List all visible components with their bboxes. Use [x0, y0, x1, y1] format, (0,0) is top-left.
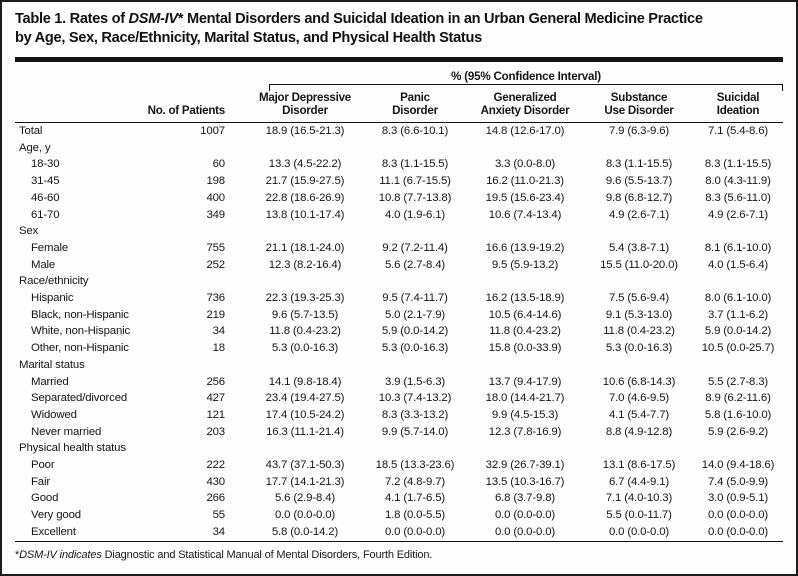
cell-suicidal-ideation: 0.0 (0.0-0.0) — [693, 524, 783, 541]
row-label: Marital status — [19, 358, 85, 371]
cell-generalized-anxiety: 15.8 (0.0-33.9) — [488, 342, 562, 355]
header-line: Panic — [400, 91, 430, 104]
cell-substance-use — [585, 223, 693, 240]
cell-generalized-anxiety — [465, 273, 585, 290]
cell-suicidal-ideation: 8.1 (6.1-10.0) — [704, 241, 772, 254]
cell-generalized-anxiety: 10.6 (7.4-13.4) — [488, 208, 562, 221]
cell-suicidal-ideation: 10.5 (0.0-25.7) — [701, 342, 775, 355]
header-line: Generalized — [493, 91, 557, 104]
cell-panic: 10.8 (7.7-13.8) — [378, 191, 452, 204]
cell-suicidal-ideation: 5.9 (0.0-14.2) — [704, 325, 772, 338]
footnote-text: Diagnostic and Statistical Manual of Mental Disorders, Fourth Edition. — [101, 548, 433, 561]
cell-panic: 4.1 (1.7-6.5) — [384, 492, 446, 505]
table-row — [15, 407, 783, 424]
table-row — [15, 474, 783, 491]
table-row — [15, 173, 783, 190]
cell-no-of-patients — [145, 140, 245, 157]
cell-generalized-anxiety: 9.5 (5.9-13.2) — [491, 258, 559, 271]
header-line: Disorder — [282, 104, 328, 117]
cell-substance-use — [585, 140, 693, 157]
cell-suicidal-ideation: 7.4 (5.0-9.9) — [707, 475, 769, 488]
table-row — [15, 424, 783, 441]
header-line: Disorder — [392, 104, 438, 117]
cell-major-depressive — [245, 357, 365, 374]
table-row — [15, 323, 783, 340]
table-row — [15, 223, 783, 240]
cell-no-of-patients: 349 — [206, 208, 225, 221]
cell-panic: 9.2 (7.2-11.4) — [382, 241, 448, 254]
cell-substance-use: 10.6 (6.8-14.3) — [602, 375, 676, 388]
cell-major-depressive: 13.8 (10.1-17.4) — [265, 208, 345, 221]
row-label: 18-30 — [31, 158, 60, 171]
table-row — [15, 507, 783, 524]
cell-panic — [365, 140, 465, 157]
cell-major-depressive: 16.3 (11.1-21.4) — [266, 425, 344, 438]
cell-generalized-anxiety: 3.3 (0.0-8.0) — [494, 158, 556, 171]
cell-substance-use: 5.5 (0.0-11.7) — [606, 509, 672, 522]
row-label: Age, y — [19, 141, 51, 154]
cell-no-of-patients — [145, 440, 245, 457]
cell-panic: 4.0 (1.9-6.1) — [384, 208, 446, 221]
cell-suicidal-ideation: 8.3 (1.1-15.5) — [704, 158, 772, 171]
cell-no-of-patients — [145, 273, 245, 290]
table-row — [15, 240, 783, 257]
cell-substance-use: 7.1 (4.0-10.3) — [605, 492, 673, 505]
cell-panic: 11.1 (6.7-15.5) — [379, 175, 451, 188]
cell-no-of-patients: 755 — [206, 241, 225, 254]
cell-panic: 18.5 (13.3-23.6) — [375, 459, 455, 472]
title-line-2: by Age, Sex, Race/Ethnicity, Marital Status, and Physical Health Status — [15, 30, 482, 46]
cell-panic — [365, 223, 465, 240]
cell-panic: 5.0 (2.1-7.9) — [384, 308, 446, 321]
cell-generalized-anxiety: 19.5 (15.6-23.4) — [485, 191, 565, 204]
header-line: Suicidal — [716, 91, 760, 104]
spanner-row — [15, 62, 783, 83]
cell-panic: 8.3 (3.3-13.2) — [381, 408, 449, 421]
cell-substance-use: 0.0 (0.0-0.0) — [585, 524, 693, 541]
cell-substance-use: 4.1 (5.4-7.7) — [608, 408, 670, 421]
footnote-dsm-iv-indicates: DSM-IV indicates — [19, 548, 102, 561]
row-label: Married — [31, 375, 69, 388]
cell-generalized-anxiety: 11.8 (0.4-23.2) — [489, 325, 561, 338]
table-row — [15, 340, 783, 357]
cell-panic: 8.3 (6.6-10.1) — [381, 125, 449, 137]
row-label: Sex — [19, 225, 39, 238]
cell-generalized-anxiety: 18.0 (14.4-21.7) — [485, 392, 565, 405]
row-label: Black, non-Hispanic — [31, 308, 129, 321]
ci-spanner-label: % (95% Confidence Interval) — [451, 70, 601, 83]
cell-suicidal-ideation: 5.5 (2.7-8.3) — [707, 375, 769, 388]
row-label: Very good — [31, 509, 81, 522]
header-no-of-patients: No. of Patients — [145, 91, 245, 123]
row-label: Never married — [31, 425, 102, 438]
table-row — [15, 140, 783, 157]
row-label: Total — [19, 125, 43, 137]
row-label: White, non-Hispanic — [31, 325, 131, 338]
table-row — [15, 273, 783, 290]
cell-no-of-patients: 400 — [206, 191, 225, 204]
row-label: Other, non-Hispanic — [31, 342, 129, 355]
cell-major-depressive: 21.1 (18.1-24.0) — [265, 241, 345, 254]
cell-substance-use — [585, 357, 693, 374]
table-body — [15, 123, 783, 542]
cell-substance-use: 9.8 (6.8-12.7) — [605, 191, 673, 204]
cell-generalized-anxiety: 12.3 (7.8-16.9) — [488, 425, 562, 438]
cell-suicidal-ideation: 3.7 (1.1-6.2) — [707, 308, 769, 321]
cell-panic: 1.8 (0.0-5.5) — [384, 509, 446, 522]
table-row — [15, 290, 783, 307]
row-label: Excellent — [15, 524, 145, 541]
cell-major-depressive — [245, 273, 365, 290]
cell-panic: 9.9 (5.7-14.0) — [381, 425, 449, 438]
cell-substance-use: 4.9 (2.6-7.1) — [608, 208, 670, 221]
header-empty — [15, 91, 145, 123]
cell-no-of-patients: 121 — [206, 408, 225, 421]
cell-suicidal-ideation: 8.9 (6.2-11.6) — [705, 392, 771, 405]
ci-spanner-bracket — [269, 84, 783, 91]
cell-no-of-patients: 222 — [206, 459, 225, 472]
cell-panic: 8.3 (1.1-15.5) — [381, 158, 449, 171]
cell-suicidal-ideation — [693, 357, 783, 374]
bracket-row — [15, 83, 783, 91]
cell-major-depressive: 43.7 (37.1-50.3) — [265, 459, 345, 472]
table-row — [15, 374, 783, 391]
cell-major-depressive: 12.3 (8.2-16.4) — [268, 258, 342, 271]
cell-suicidal-ideation: 4.0 (1.5-6.4) — [707, 258, 769, 271]
row-label: 31-45 — [31, 175, 60, 188]
rates-table — [15, 62, 783, 542]
title-text-2: Mental Disorders and Suicidal Ideation in an Urban General Medicine Practice — [183, 11, 703, 27]
cell-no-of-patients: 256 — [206, 375, 225, 388]
row-label: Female — [31, 241, 69, 254]
header-suicidal-ideation — [693, 91, 783, 123]
cell-suicidal-ideation: 8.0 (6.1-10.0) — [704, 292, 772, 305]
cell-substance-use: 15.5 (11.0-20.0) — [600, 258, 678, 271]
table-row — [15, 257, 783, 274]
cell-substance-use: 7.5 (5.6-9.4) — [608, 292, 670, 305]
cell-substance-use: 7.0 (4.6-9.5) — [608, 392, 670, 405]
row-label: Poor — [31, 459, 55, 472]
cell-major-depressive: 22.8 (18.6-26.9) — [265, 191, 345, 204]
cell-panic: 0.0 (0.0-0.0) — [365, 524, 465, 541]
cell-suicidal-ideation: 3.0 (0.9-5.1) — [707, 492, 769, 505]
cell-generalized-anxiety: 10.5 (6.4-14.6) — [488, 308, 562, 321]
table-row — [15, 207, 783, 224]
cell-generalized-anxiety: 13.5 (10.3-16.7) — [485, 475, 565, 488]
table-row — [15, 307, 783, 324]
cell-panic: 5.6 (2.7-8.4) — [384, 258, 446, 271]
cell-generalized-anxiety — [465, 223, 585, 240]
cell-substance-use: 11.8 (0.4-23.2) — [603, 325, 675, 338]
cell-no-of-patients: 252 — [206, 258, 225, 271]
cell-generalized-anxiety: 32.9 (26.7-39.1) — [485, 459, 565, 472]
cell-substance-use — [585, 440, 693, 457]
table-row — [15, 123, 783, 140]
header-panic-disorder — [365, 91, 465, 123]
row-label: Male — [31, 258, 56, 271]
cell-no-of-patients: 18 — [212, 342, 225, 355]
cell-major-depressive: 5.8 (0.0-14.2) — [245, 524, 365, 541]
cell-substance-use: 13.1 (8.6-17.5) — [602, 459, 676, 472]
cell-no-of-patients: 34 — [145, 524, 245, 541]
table-row — [15, 357, 783, 374]
cell-no-of-patients: 266 — [206, 492, 225, 505]
footnote — [15, 549, 783, 561]
table-row — [15, 190, 783, 207]
cell-generalized-anxiety — [465, 440, 585, 457]
cell-no-of-patients: 430 — [206, 475, 225, 488]
cell-no-of-patients: 427 — [206, 392, 225, 405]
table-row — [15, 390, 783, 407]
page-title — [15, 10, 783, 48]
cell-major-depressive: 14.1 (9.8-18.4) — [268, 375, 342, 388]
cell-generalized-anxiety: 6.8 (3.7-9.8) — [494, 492, 556, 505]
cell-suicidal-ideation: 8.0 (4.3-11.9) — [705, 175, 771, 188]
cell-no-of-patients: 60 — [212, 158, 225, 171]
cell-suicidal-ideation — [693, 140, 783, 157]
cell-substance-use: 5.4 (3.8-7.1) — [608, 241, 670, 254]
header-line: Substance — [610, 91, 668, 104]
cell-generalized-anxiety — [465, 140, 585, 157]
row-label: Separated/divorced — [31, 392, 128, 405]
title-dsm-iv: DSM-IV — [128, 11, 178, 27]
cell-panic: 5.3 (0.0-16.3) — [381, 342, 449, 355]
cell-suicidal-ideation: 7.1 (5.4-8.6) — [707, 125, 769, 137]
cell-substance-use: 9.6 (5.5-13.7) — [605, 175, 673, 188]
title-asterisk: * — [177, 11, 184, 27]
cell-major-depressive: 18.9 (16.5-21.3) — [265, 125, 345, 137]
cell-substance-use: 8.8 (4.9-12.8) — [605, 425, 673, 438]
table-header — [15, 62, 783, 123]
cell-generalized-anxiety: 9.9 (4.5-15.3) — [491, 408, 559, 421]
title-text: Table 1. Rates of — [15, 11, 129, 27]
cell-no-of-patients: 34 — [212, 325, 225, 338]
cell-suicidal-ideation — [693, 440, 783, 457]
cell-major-depressive — [245, 223, 365, 240]
cell-generalized-anxiety: 16.2 (11.0-21.3) — [486, 175, 564, 188]
cell-major-depressive: 22.3 (19.3-25.3) — [265, 292, 345, 305]
cell-major-depressive: 0.0 (0.0-0.0) — [274, 509, 336, 522]
cell-panic: 7.2 (4.8-9.7) — [384, 475, 446, 488]
cell-no-of-patients: 203 — [206, 425, 225, 438]
cell-generalized-anxiety: 16.6 (13.9-19.2) — [485, 241, 565, 254]
cell-no-of-patients: 198 — [206, 175, 225, 188]
cell-generalized-anxiety: 0.0 (0.0-0.0) — [494, 509, 556, 522]
header-generalized-anxiety-disorder — [465, 91, 585, 123]
cell-substance-use: 5.3 (0.0-16.3) — [605, 342, 673, 355]
cell-panic: 10.3 (7.4-13.2) — [378, 392, 452, 405]
cell-suicidal-ideation: 14.0 (9.4-18.6) — [701, 459, 775, 472]
row-label: Good — [31, 492, 59, 505]
cell-suicidal-ideation: 5.8 (1.6-10.0) — [704, 408, 772, 421]
cell-generalized-anxiety: 13.7 (9.4-17.9) — [488, 375, 562, 388]
table-row — [15, 524, 783, 541]
cell-no-of-patients — [145, 357, 245, 374]
cell-no-of-patients: 219 — [206, 308, 225, 321]
title-line-1 — [15, 10, 783, 29]
cell-major-depressive — [245, 140, 365, 157]
header-substance-use-disorder — [585, 91, 693, 123]
cell-no-of-patients: 1007 — [200, 125, 225, 137]
header-line: Ideation — [716, 104, 760, 117]
cell-panic: 9.5 (7.4-11.7) — [382, 292, 448, 305]
cell-major-depressive: 17.4 (10.5-24.2) — [265, 408, 345, 421]
cell-generalized-anxiety — [465, 357, 585, 374]
cell-substance-use: 9.1 (5.3-13.0) — [605, 308, 673, 321]
column-header-row — [15, 91, 783, 123]
cell-major-depressive: 21.7 (15.9-27.5) — [265, 175, 345, 188]
cell-suicidal-ideation: 5.9 (2.6-9.2) — [707, 425, 769, 438]
cell-suicidal-ideation: 0.0 (0.0-0.0) — [707, 509, 769, 522]
row-label: 46-60 — [31, 191, 60, 204]
cell-major-depressive: 11.8 (0.4-23.2) — [269, 325, 341, 338]
header-line: Use Disorder — [604, 104, 674, 117]
cell-major-depressive: 13.3 (4.5-22.2) — [268, 158, 342, 171]
cell-major-depressive: 9.6 (5.7-13.5) — [271, 308, 339, 321]
cell-major-depressive: 17.7 (14.1-21.3) — [265, 475, 345, 488]
table-row — [15, 156, 783, 173]
cell-generalized-anxiety: 0.0 (0.0-0.0) — [465, 524, 585, 541]
cell-suicidal-ideation — [693, 273, 783, 290]
cell-suicidal-ideation: 8.3 (5.6-11.0) — [705, 191, 771, 204]
cell-substance-use: 8.3 (1.1-15.5) — [605, 158, 673, 171]
cell-generalized-anxiety: 14.8 (12.6-17.0) — [485, 125, 565, 137]
footnote-asterisk: * — [15, 548, 20, 561]
cell-major-depressive: 5.3 (0.0-16.3) — [271, 342, 339, 355]
cell-substance-use: 7.9 (6.3-9.6) — [608, 125, 670, 137]
cell-substance-use — [585, 273, 693, 290]
cell-major-depressive: 23.4 (19.4-27.5) — [265, 392, 345, 405]
row-label: Race/ethnicity — [19, 275, 89, 288]
table-row — [15, 440, 783, 457]
cell-no-of-patients: 736 — [206, 292, 225, 305]
cell-major-depressive: 5.6 (2.9-8.4) — [274, 492, 336, 505]
table-row — [15, 490, 783, 507]
cell-panic: 3.9 (1.5-6.3) — [384, 375, 446, 388]
cell-suicidal-ideation — [693, 223, 783, 240]
row-label: Fair — [31, 475, 51, 488]
cell-panic — [365, 440, 465, 457]
header-line: Anxiety Disorder — [480, 104, 570, 117]
cell-panic — [365, 273, 465, 290]
cell-major-depressive — [245, 440, 365, 457]
cell-no-of-patients — [145, 223, 245, 240]
cell-suicidal-ideation: 4.9 (2.6-7.1) — [707, 208, 769, 221]
header-major-depressive-disorder — [245, 91, 365, 123]
row-label: Hispanic — [31, 292, 74, 305]
row-label: Widowed — [31, 408, 77, 421]
table-row — [15, 457, 783, 474]
header-line: Major Depressive — [258, 91, 352, 104]
cell-panic — [365, 357, 465, 374]
row-label: Physical health status — [19, 442, 126, 455]
cell-substance-use: 6.7 (4.4-9.1) — [608, 475, 670, 488]
cell-no-of-patients: 55 — [212, 509, 225, 522]
row-label: 61-70 — [31, 208, 60, 221]
cell-generalized-anxiety: 16.2 (13.5-18.9) — [485, 292, 565, 305]
cell-panic: 5.9 (0.0-14.2) — [381, 325, 449, 338]
